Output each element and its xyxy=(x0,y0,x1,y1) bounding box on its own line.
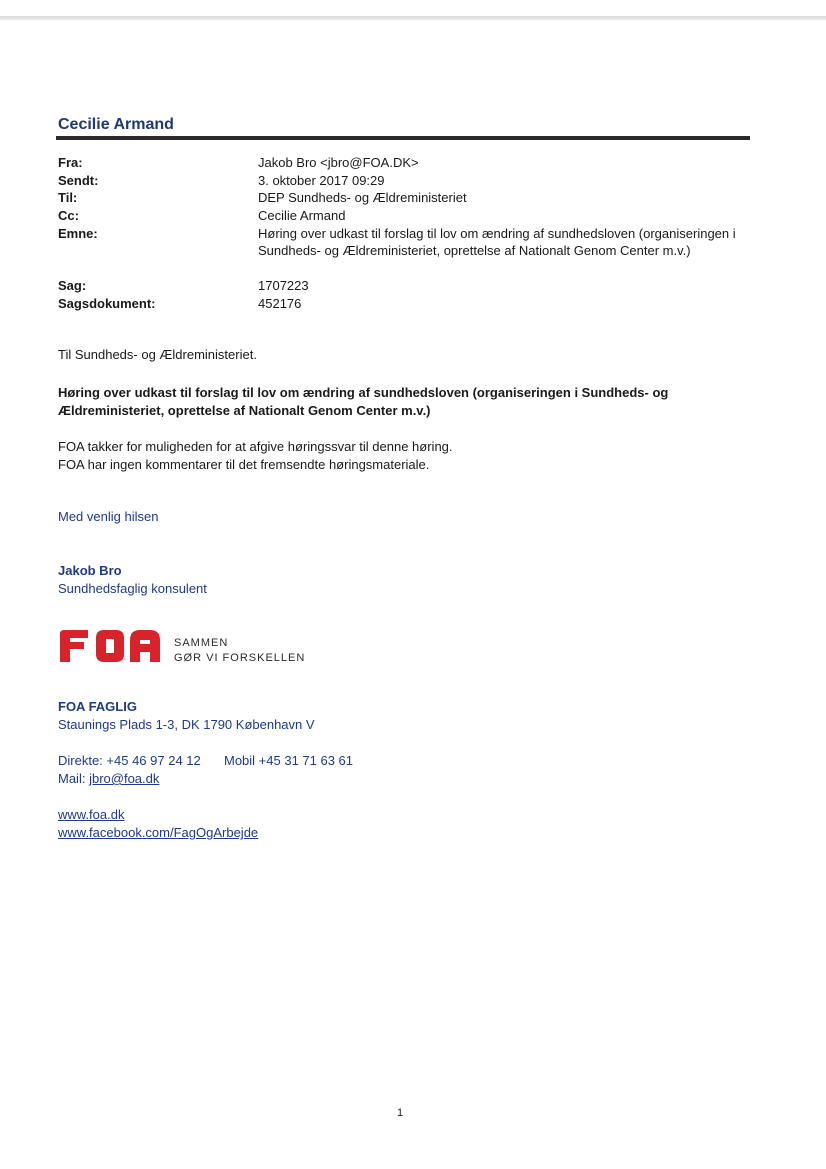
header-value: Sundheds- og Ældreministeriet, oprettelse af Nationalt Genom Center m.v.) xyxy=(258,243,691,258)
header-label: Sagsdokument: xyxy=(58,296,156,311)
tagline-line-2: GØR VI FORSKELLEN xyxy=(174,652,306,664)
logo-letter-o xyxy=(96,630,124,662)
facebook-link[interactable]: www.facebook.com/FagOgArbejde xyxy=(58,825,259,840)
closing: Med venlig hilsen xyxy=(58,509,159,524)
phone-line xyxy=(58,752,353,770)
mail-link[interactable]: jbro@foa.dk xyxy=(89,771,160,786)
signer-name: Jakob Bro xyxy=(58,563,122,578)
body-paragraph-2: FOA har ingen kommentarer til det fremsendte høringsmateriale. xyxy=(58,457,430,472)
scan-edge xyxy=(0,16,826,20)
mobile-phone: Mobil +45 31 71 63 61 xyxy=(224,753,354,768)
direct-phone: Direkte: +45 46 97 24 12 xyxy=(58,753,201,768)
logo-text: FOA xyxy=(58,628,61,629)
greeting: Til Sundheds- og Ældreministeriet. xyxy=(58,347,257,362)
header-label: Til: xyxy=(58,190,78,205)
website-link[interactable]: www.foa.dk xyxy=(58,807,125,822)
signer-role: Sundhedsfaglig konsulent xyxy=(58,581,207,596)
logo-letter-f xyxy=(60,630,88,662)
header-label: Sendt: xyxy=(58,173,99,188)
header-label: Fra: xyxy=(58,155,83,170)
org-name: FOA FAGLIG xyxy=(58,699,137,714)
header-label: Emne: xyxy=(58,226,98,241)
tagline-line-1: SAMMEN xyxy=(174,637,229,649)
header-value: 1707223 xyxy=(258,278,309,293)
mail-line xyxy=(58,770,159,788)
subject-line-2: Ældreministeriet, oprettelse af Nationalt Genom Center m.v.) xyxy=(58,403,431,418)
header-value: DEP Sundheds- og Ældreministeriet xyxy=(258,190,467,205)
org-address: Staunings Plads 1-3, DK 1790 København V xyxy=(58,717,315,732)
header-label: Cc: xyxy=(58,208,79,223)
logo-tagline xyxy=(174,636,305,666)
body-paragraph-1: FOA takker for muligheden for at afgive høringssvar til denne høring. xyxy=(58,439,453,454)
header-value: Cecilie Armand xyxy=(258,208,346,223)
mail-label: Mail: xyxy=(58,771,86,786)
logo-letter-a xyxy=(130,630,160,662)
page-number: 1 xyxy=(397,1107,404,1119)
header-value: Jakob Bro <jbro@FOA.DK> xyxy=(258,155,419,170)
header-value: 3. oktober 2017 09:29 xyxy=(258,173,385,188)
header-label: Sag: xyxy=(58,278,87,293)
mailbox-owner-title: Cecilie Armand xyxy=(58,116,174,133)
subject-line-1: Høring over udkast til forslag til lov om ændring af sundhedsloven (organiseringen i Sundheds- og xyxy=(58,385,669,400)
header-value: Høring over udkast til forslag til lov om ændring af sundhedsloven (organiseringen i xyxy=(258,226,736,241)
foa-logo xyxy=(58,628,164,664)
title-rule xyxy=(56,136,750,140)
header-value: 452176 xyxy=(258,296,302,311)
